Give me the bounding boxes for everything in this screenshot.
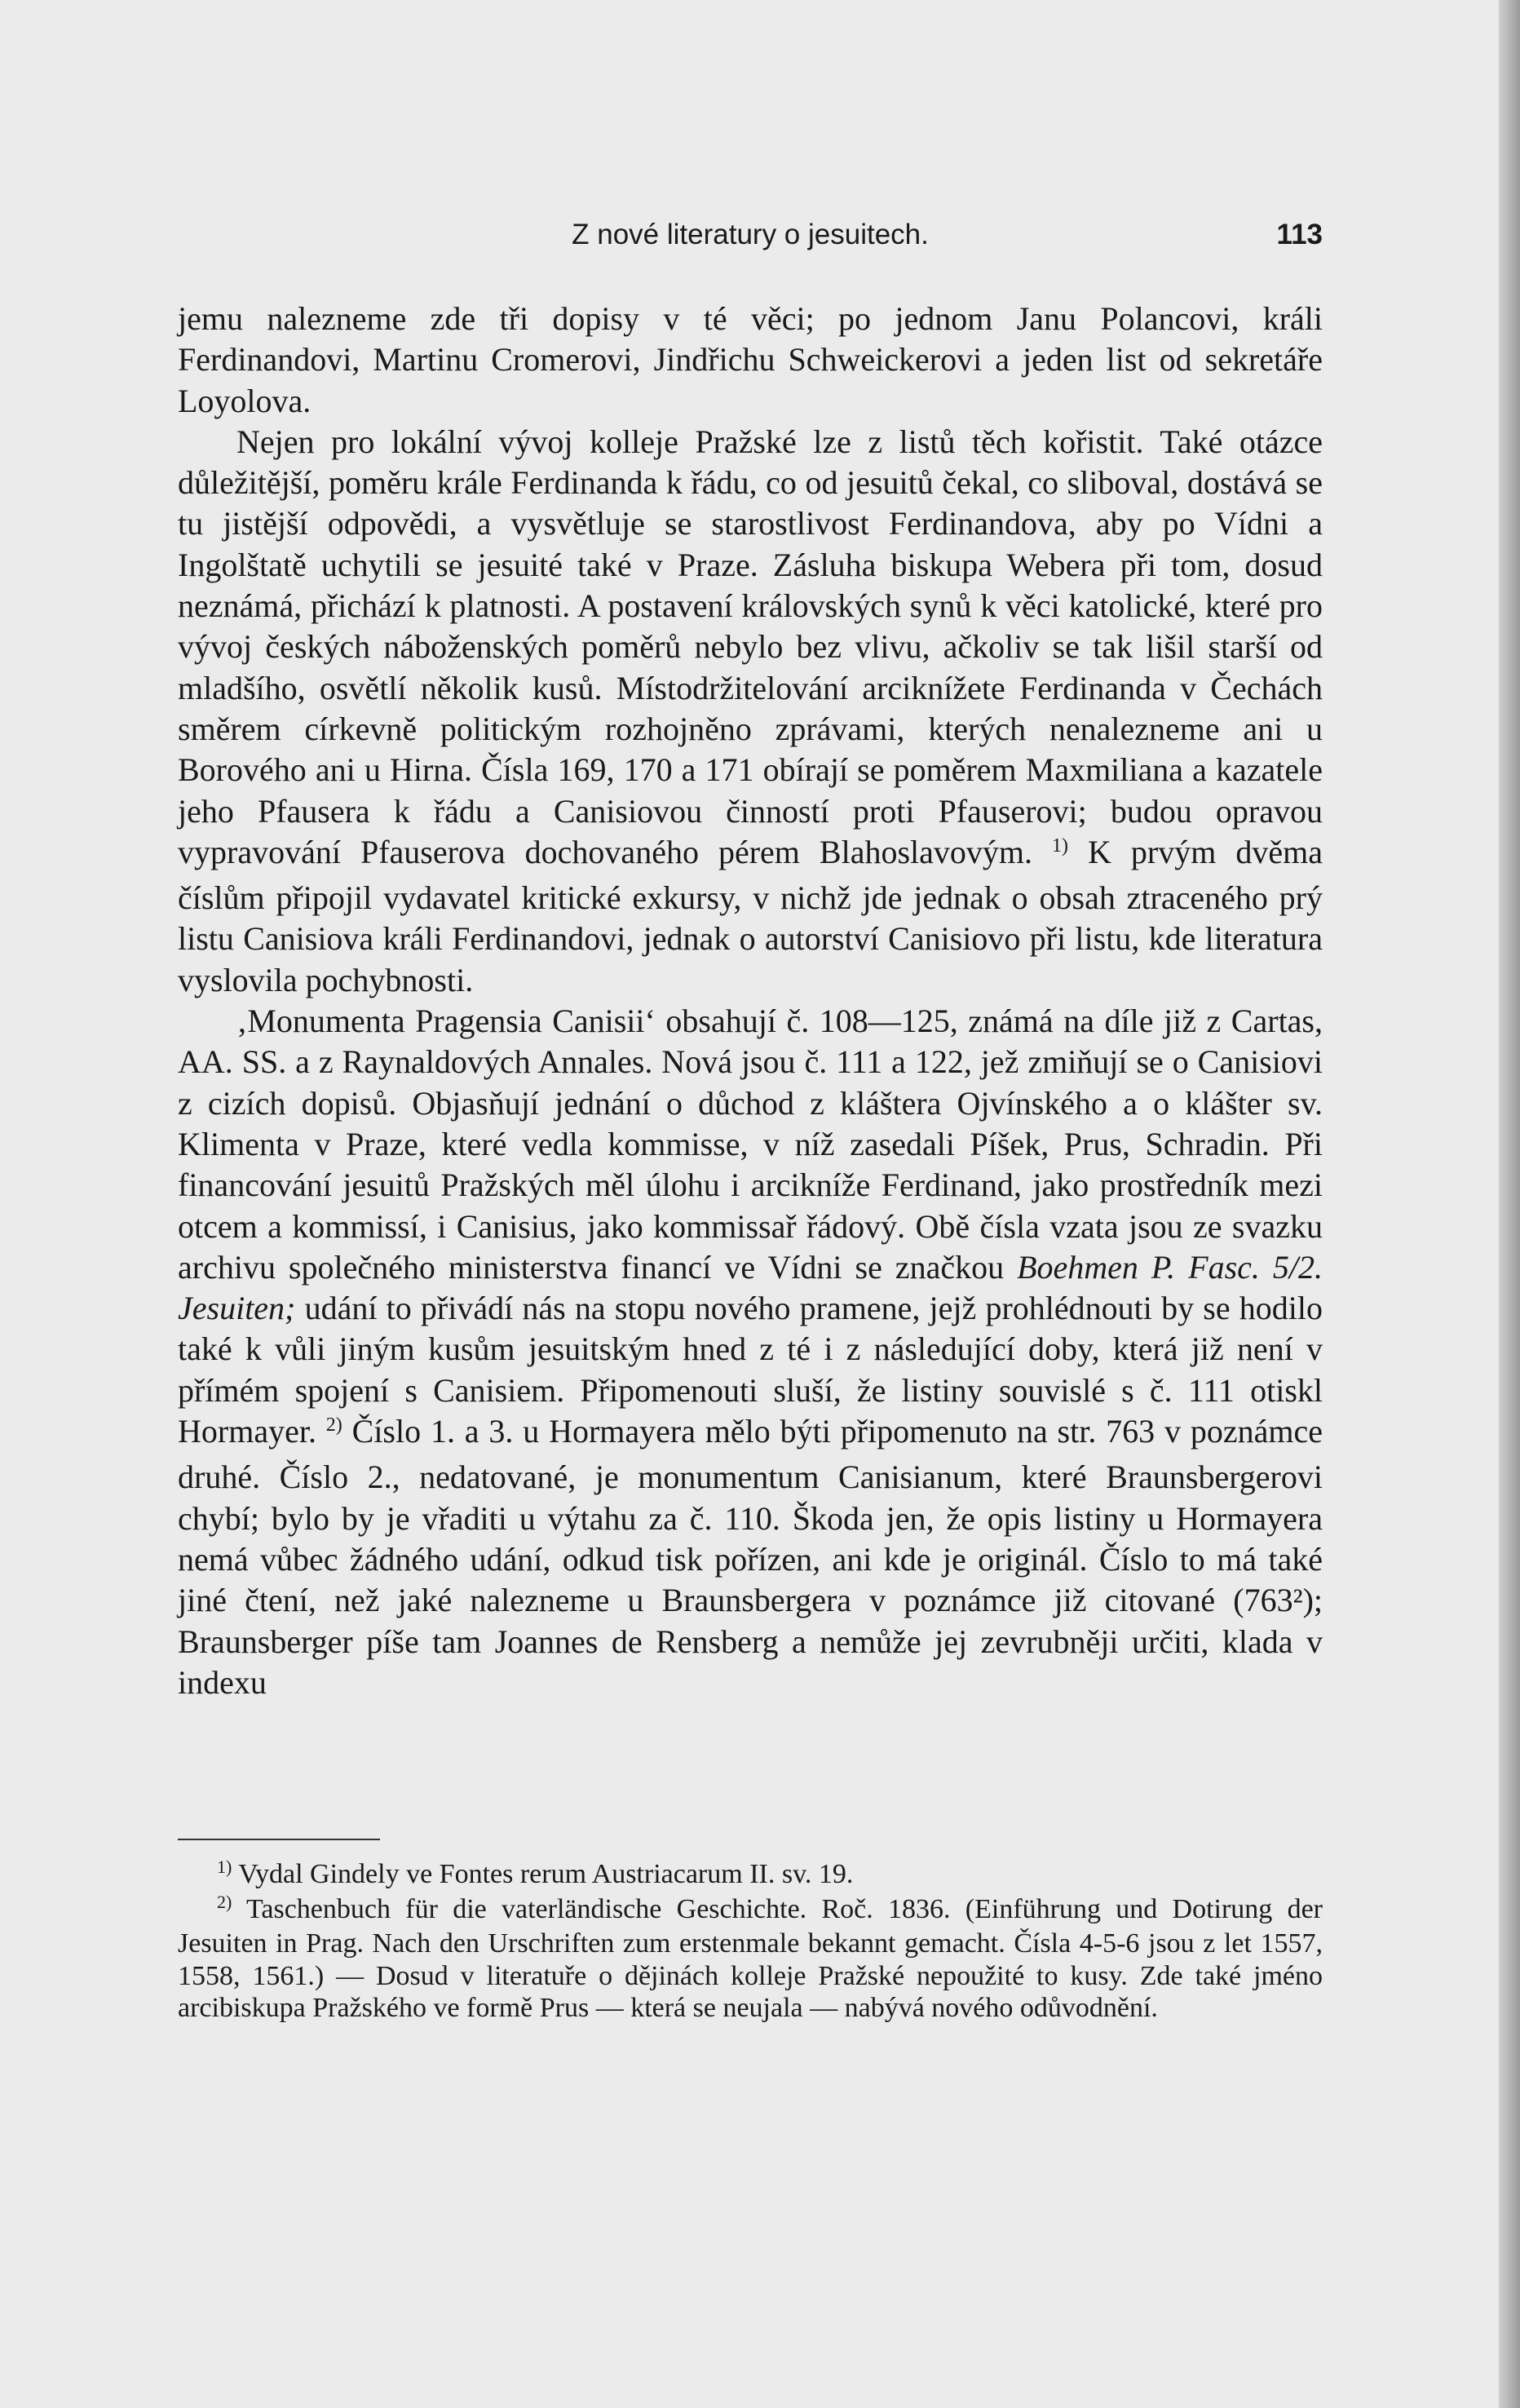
paragraph-text: udání to přivádí nás na stopu nového pramene, jejž prohlédnouti by se hodilo také k vůli jiným kusům jesuitským hned z té i z následující doby, která již není v přímém spojení s Canisiem. Připomenouti sluší, že listiny souvislé s č. 111 otiskl Hormayer. [178, 1290, 1323, 1450]
footnote [178, 1893, 1323, 2025]
paragraph-text: Číslo 1. a 3. u Hormayera mělo býti připomenuto na str. 763 v poznámce druhé. Číslo 2., nedatované, je monumentum Canisianum, které Braunsbergerovi chybí; bylo by je vřaditi u výtahu za č. 110. Škoda jen, že opis listiny u Hormayera nemá vůbec žádného udání, odkud tisk pořízen, ani kde je originál. Číslo to má také jiné čtení, než jaké nalezneme u Braunsbergera v poznámce již citované (763²); Braunsberger píše tam Joannes de Rensberg a nemůže jej zevrubněji určiti, klada v indexu [178, 1413, 1323, 1701]
running-title: Z nové literatury o jesuitech. [572, 219, 929, 250]
page-number: 113 [1276, 219, 1323, 250]
archive-signature: Boehmen P. Fasc. 5/2. Jesuiten; [178, 1248, 1323, 1327]
footnote-mark: 1) [217, 1857, 232, 1877]
page-edge-shadow [1499, 0, 1520, 2408]
paragraph [178, 422, 1323, 1001]
footnote-divider [178, 1839, 380, 1840]
paragraph-text: jemu nalezneme zde tři dopisy v té věci; po jednom Janu Polancovi, králi Ferdinandovi, Martinu Cromerovi, Jindřichu Schweickerovi a jeden list od sekretáře Loyolova. [178, 300, 1323, 419]
paragraph [178, 1001, 1323, 1703]
footnote-mark: 2) [217, 1891, 232, 1912]
footnote-reference: 1) [1052, 834, 1069, 857]
footnotes [178, 1858, 1323, 2025]
paragraph-text: K prvým dvěma číslům připojil vydavatel kritické exkursy, v nichž jde jednak o obsah ztraceného prý listu Canisiova králi Ferdinandovi, jednak o autorství Canisiovo při listu, kde literatura vyslovila pochybnosti. [178, 833, 1323, 998]
page-header [178, 219, 1323, 259]
paragraph-text: ‚Monumenta Pragensia Canisii‘ obsahují č. 108—125, známá na díle již z Cartas, AA. SS. a z Raynaldových Annales. Nová jsou č. 111 a 122, jež zmiňují se o Canisiovi z cizích dopisů. Objasňují jednání o důchod z kláštera Ojvínského a o klášter sv. Klimenta v Praze, které vedla kommisse, v níž zasedali Píšek, Prus, Schradin. Při financování jesuitů Pražských měl úlohu i arcikníže Ferdinand, jako prostředník mezi otcem a kommissí, i Canisius, jako kommissař řádový. Obě čísla vzata jsou ze svazku archivu společného ministerstva financí ve Vídni se značkou [178, 1003, 1323, 1286]
paragraph [178, 299, 1323, 422]
footnote-reference: 2) [325, 1414, 342, 1436]
footnote-text: Vydal Gindely ve Fontes rerum Austriacarum II. sv. 19. [232, 1859, 854, 1889]
footnote [178, 1858, 1323, 1893]
paragraph-text: Nejen pro lokální vývoj kolleje Pražské lze z listů těch kořistit. Také otázce důležitější, poměru krále Ferdinanda k řádu, co od jesuitů čekal, co sliboval, dostává se tu jistější odpovědi, a vysvětluje se starostlivost Ferdinandova, aby po Vídni a Ingolštatě uchytili se jesuité také v Praze. Zásluha biskupa Webera při tom, dosud neznámá, přichází k platnosti. A postavení královských synů k věci katolické, které pro vývoj českých náboženských poměrů nebylo bez vlivu, ačkoliv se tak lišil starší od mladšího, osvětlí několik kusů. Místodržitelování arciknížete Ferdinanda v Čechách směrem církevně politickým rozhojněno zprávami, kterých nenalezneme ani u Borového ani u Hirna. Čísla 169, 170 a 171 obírají se poměrem Maxmiliana a kazatele jeho Pfausera k řádu a Canisiovou činností proti Pfauserovi; budou opravou vypravování Pfauserova dochovaného pérem Blahoslavovým. [178, 423, 1323, 870]
main-text [178, 299, 1323, 1703]
footnote-text: Taschenbuch für die vaterländische Geschichte. Roč. 1836. (Einführung und Dotirung der Jesuiten in Prag. Nach den Urschriften zum erstenmale bekannt gemacht. Čísla 4-5-6 jsou z let 1557, 1558, 1561.) — Dosud v literatuře o dějinách kolleje Pražské nepoužité to kusy. Zde také jméno arcibiskupa Pražského ve formě Prus — která se neujala — nabývá nového odůvodnění. [178, 1893, 1323, 2023]
